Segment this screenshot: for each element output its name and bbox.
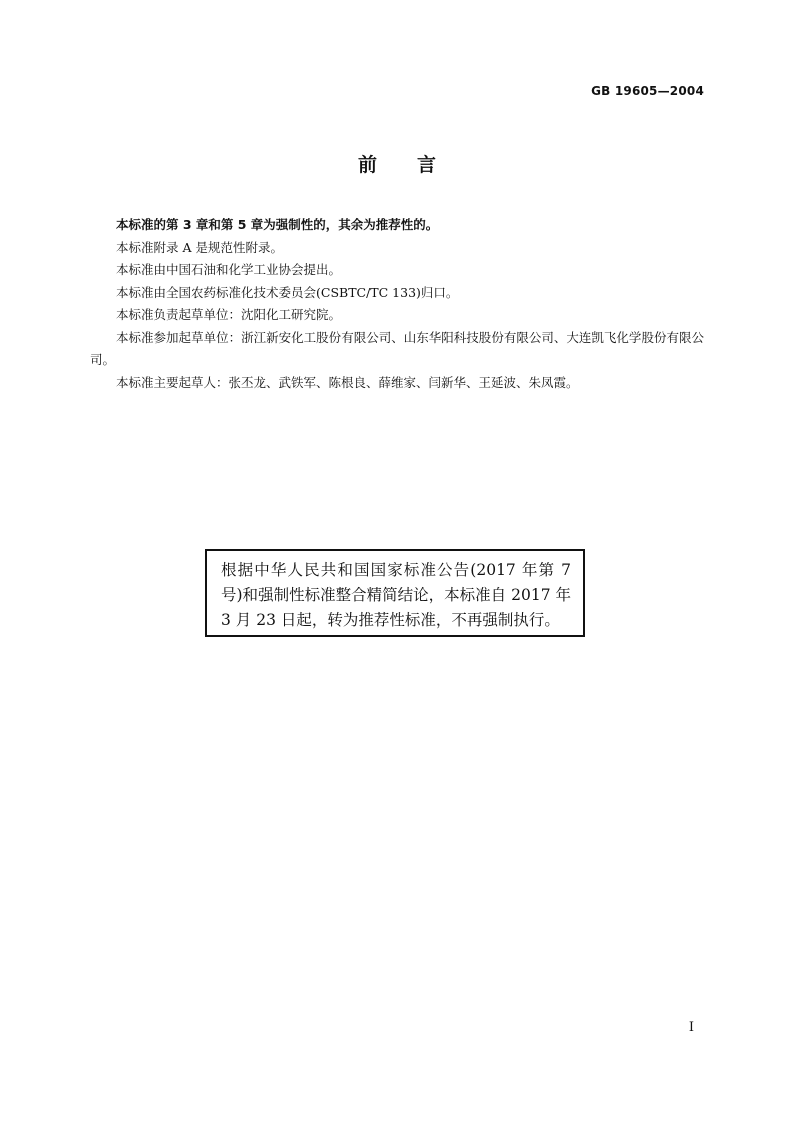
paragraph-lead-drafter: 本标准负责起草单位：沈阳化工研究院。 (116, 307, 342, 322)
notice-box (205, 549, 585, 637)
paragraph-mandatory-clauses: 本标准的第 3 章和第 5 章为强制性的，其余为推荐性的。 (116, 217, 439, 232)
paragraph-committee: 本标准由全国农药标准化技术委员会(CSBTC/TC 133)归口。 (116, 284, 459, 300)
notice-text: 根据中华人民共和国国家标准公告(2017 年第 7 号)和强制性标准整合精简结论，本标准自 2017 年 3 月 23 日起，转为推荐性标准，不再强制执行。 (221, 561, 571, 629)
paragraph-participating-drafters: 本标准参加起草单位：浙江新安化工股份有限公司、山东华阳科技股份有限公司、大连凯飞化学股份有限公司。 (90, 329, 704, 367)
paragraph-annex: 本标准附录 A 是规范性附录。 (116, 239, 283, 255)
paragraph-proposer: 本标准由中国石油和化学工业协会提出。 (116, 262, 342, 277)
page-title: 前言 (357, 154, 476, 176)
paragraph-main-drafters: 本标准主要起草人：张丕龙、武铁军、陈根良、薛维家、闫新华、王延波、朱凤霞。 (116, 374, 579, 390)
page-number: I (688, 1020, 694, 1035)
foreword-body (90, 214, 704, 394)
standard-number: GB 19605—2004 (591, 84, 704, 98)
